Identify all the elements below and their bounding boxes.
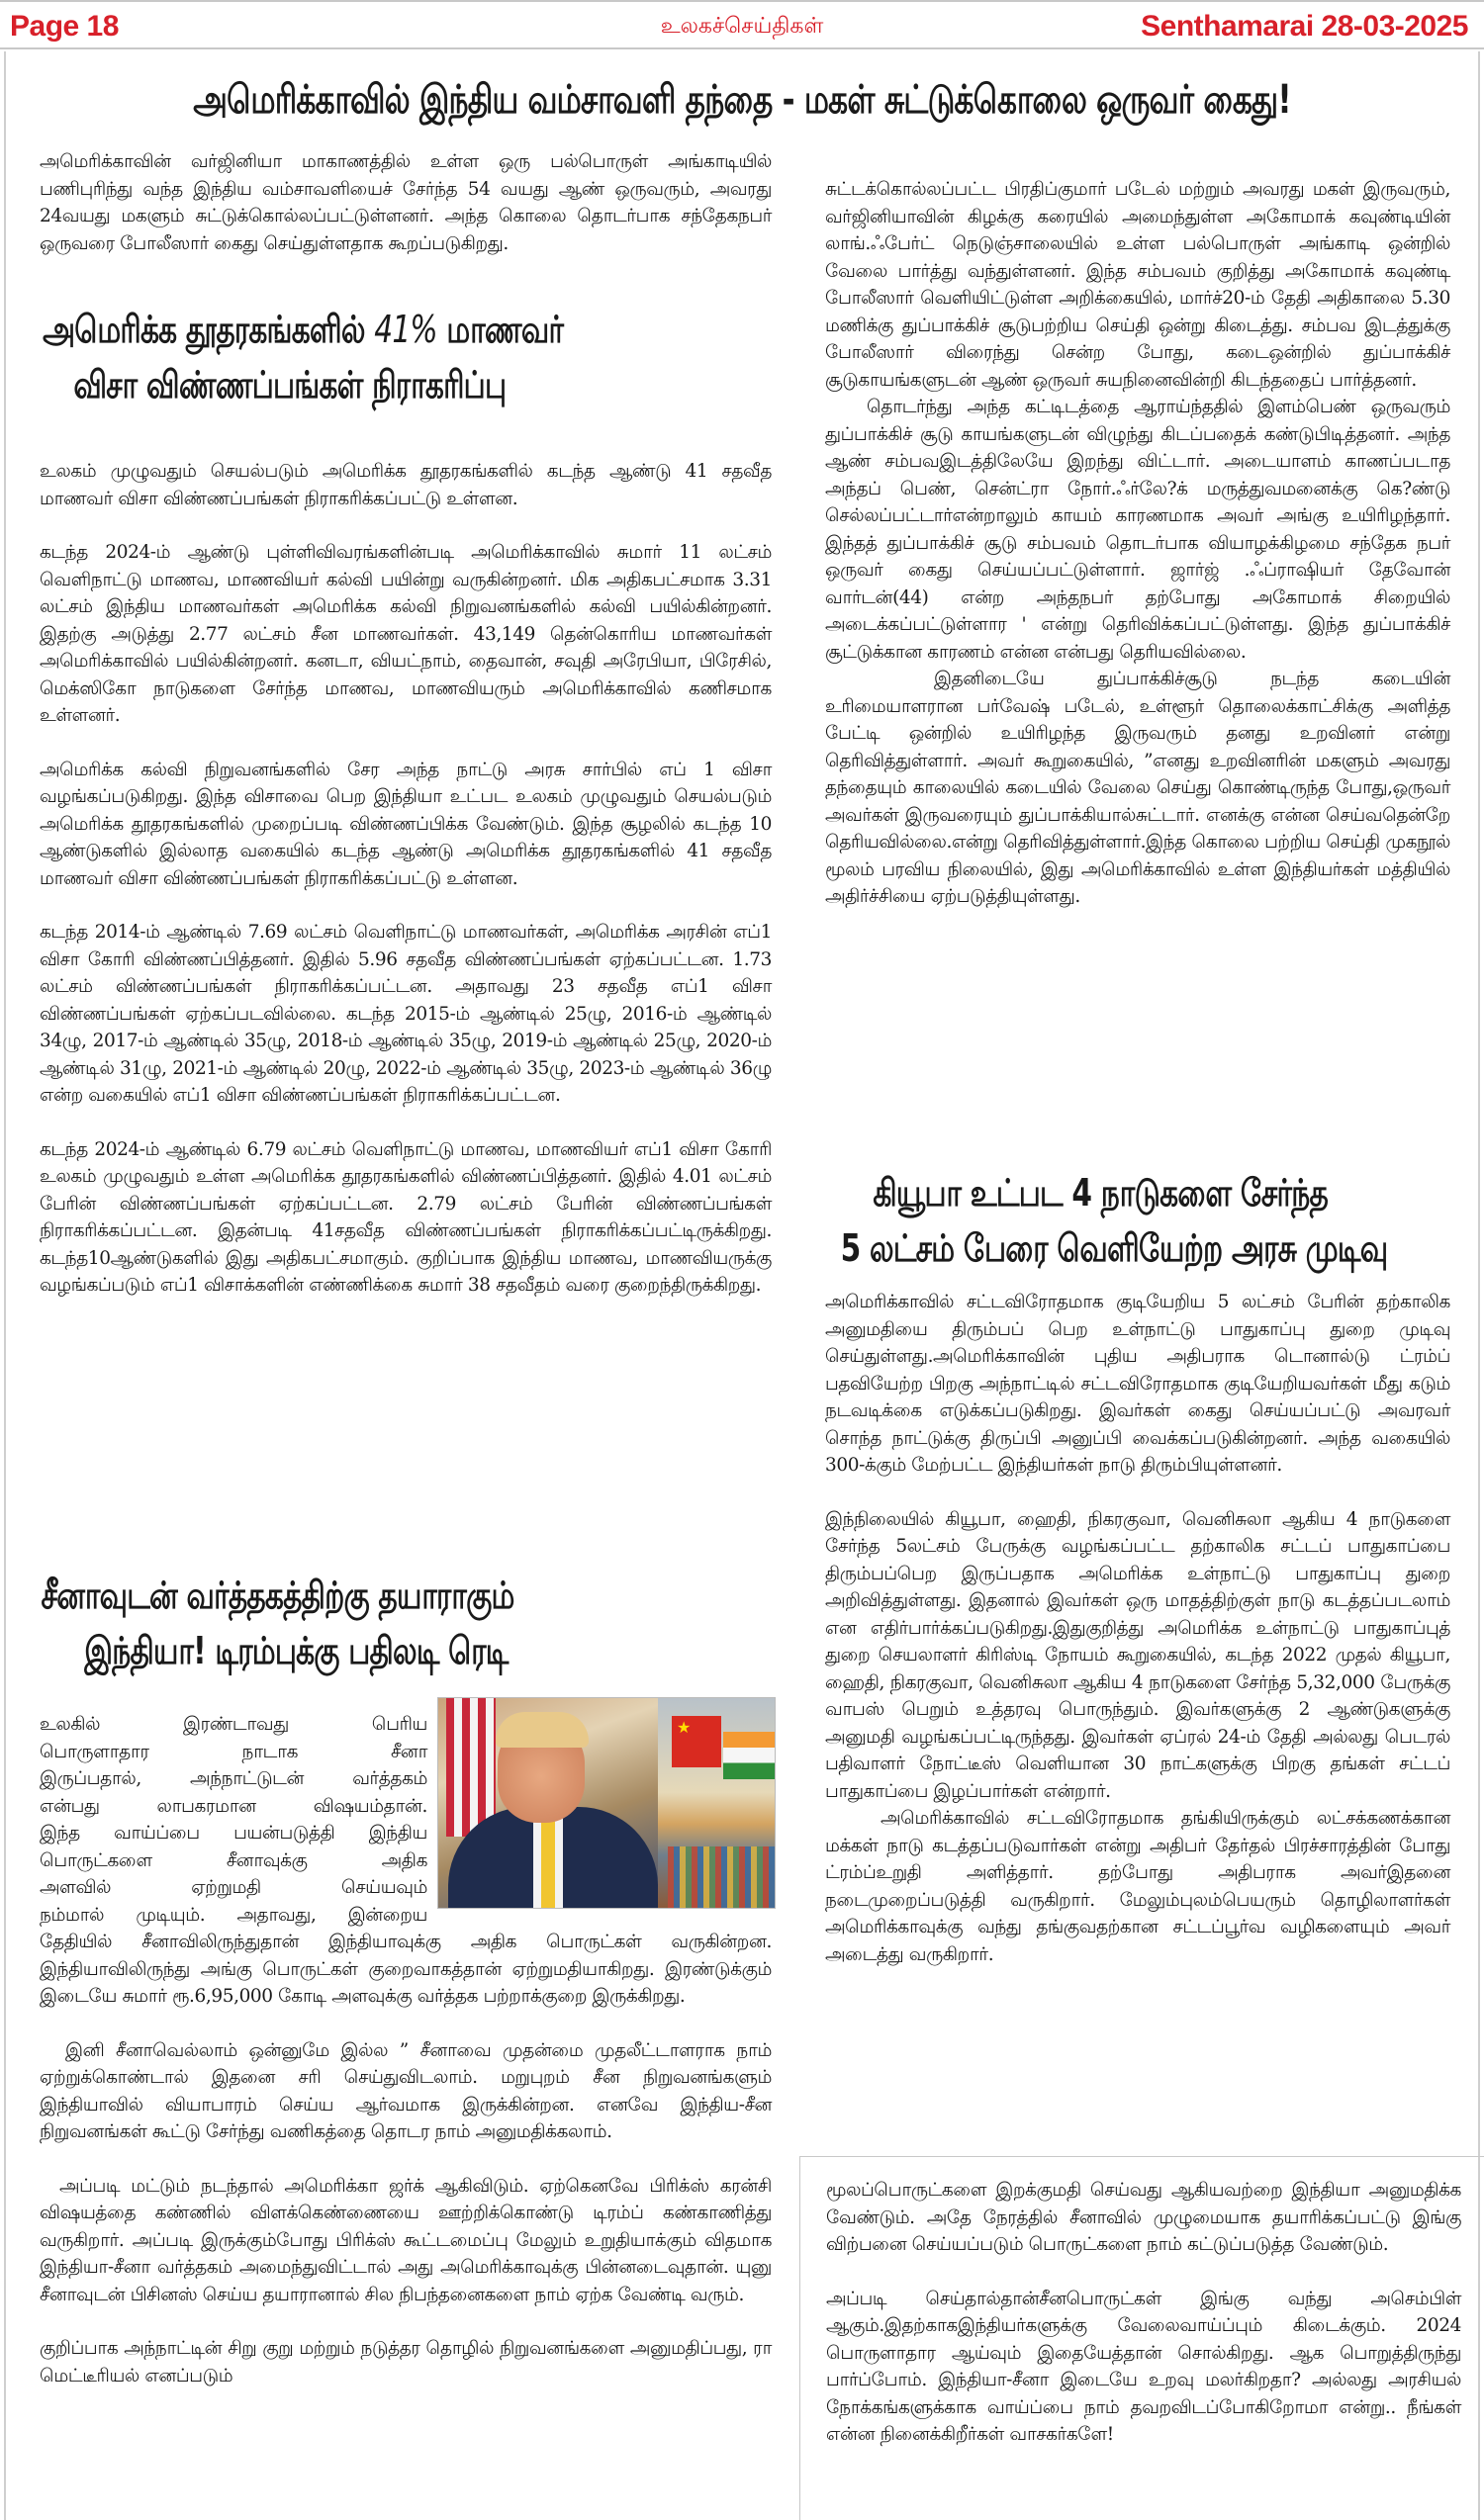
china-headline-line-2: இந்தியா! டிரம்புக்கு பதிலடி ரெடி (84, 1629, 509, 1672)
china-paragraph: குறிப்பாக அந்நாட்டின் சிறு குறு மற்றும் நடுத்தர தொழில் நிறுவனங்களை அனுமதிப்பது, ரா மெட்டீரியல் எனப்படும் (40, 2338, 772, 2386)
visa-paragraph: கடந்த 2024-ம் ஆண்டில் 6.79 லட்சம் வெளிநாட்டு மாணவ, மாணவியர் எப்1 விசா கோரி உலகம் முழுவதும் உள்ள அமெரிக்க தூதரகங்களில் விண்ணப்பித்தனர். இதில் 4.01 லட்சம் பேரின் விண்ணப்பங்கள் ஏற்கப்பட்டன. 2.79 லட்சம் பேரின் விண்ணப்பங்கள் நிராகரிக்கப்பட்டன. இதன்படி 41சதவீத விண்ணப்பங்கள் நிராகரிக்கப்பட்டிருக்கிறது. கடந்த10ஆண்டுகளில் இது அதிகபட்சமாகும். குறிப்பாக இந்திய மாணவ, மாணவியருக்கு வழங்கப்படும் எப்1 விசாக்களின் எண்ணிக்கை சுமார் 38 சதவீதம் வரை குறைந்திருக்கிறது. (40, 1138, 772, 1296)
cuba-headline-line-1: கியூபா உட்பட 4 நாடுகளை சேர்ந்த (873, 1171, 1329, 1215)
china-paragraph: அப்படி மட்டும் நடந்தால் அமெரிக்கா ஜர்க் ஆகிவிடும். ஏற்கெனவே பிரிக்ஸ் கரன்சி விஷயத்தை கண்ணில் விளக்கெண்ணையை ஊற்றிக்கொண்டு டிரம்ப் கண்காணித்து வருகிறார். அப்படி இருக்கும்போது பிரிக்ஸ் கூட்டமைப்பு மேலும் உறுதியாக்கும் விதமாக இந்தியா-சீனா வர்த்தகம் அமைந்துவிட்டால் அது அமெரிக்காவுக்கு பின்னடைவுதான். யுனு சீனாவுடன் பிசினஸ் செய்ய தயாரானால் சில நிபந்தனைகளை நாம் ஏற்க வேண்டி வரும். (40, 2175, 772, 2305)
china-paragraph: இனி சீனாவெல்லாம் ஒன்னுமே இல்ல ” சீனாவை முதன்மை முதலீட்டாளராக நாம் ஏற்றுக்கொண்டால் இதனை சரி செய்துவிடலாம். மறுபுறம் சீன நிறுவனங்களும் இந்தியாவில் வியாபாரம் செய்ய ஆர்வமாக இருக்கின்றன. எனவே இந்திய-சீன நிறுவனங்கள் கூட்டு சேர்ந்து வணிகத்தை தொடர நாம் அனுமதிக்கலாம். (40, 2039, 772, 2142)
china-paragraph: தேதியில் சீனாவிலிருந்துதான் இந்தியாவுக்கு அதிக பொருட்கள் வருகின்றன. இந்தியாவிலிருந்து அங்கு பொருட்கள் குறைவாகத்தான் ஏற்றுமதியாகிறது. இரண்டுக்கும் இடையே சுமார் ரூ.6,95,000 கோடி அளவுக்கு வர்த்தக பற்றாக்குறை இருக்கிறது. (40, 1932, 772, 2007)
main-headline: அமெரிக்காவில் இந்திய வம்சாவளி தந்தை - மகள் சுட்டுக்கொலை ஒருவர் கைது! (193, 77, 1291, 123)
percent-figure: 41% (374, 308, 437, 351)
page-number: Page 18 (10, 10, 119, 43)
wrap-line: இருப்பதால், அந்நாட்டுடன் வர்த்தகம் (40, 1768, 427, 1789)
china-wrap-text (40, 1711, 427, 1929)
visa-paragraph: அமெரிக்க கல்வி நிறுவனங்களில் சேர அந்த நாட்டு அரசு சார்பில் எப் 1 விசா வழங்கப்படுகிறது. இந்த விசாவை பெற இந்தியா உட்பட உலகம் முழுவதும் செயல்படும் அமெரிக்க தூதரகங்களில் முறைப்படி விண்ணப்பிக்க வேண்டும். இந்த சூழலில் கடந்த 10 ஆண்டுகளில் இல்லாத வகையில் கடந்த ஆண்டு அமெரிக்க தூதரகங்களில் 41 சதவீத மாணவர் விசா விண்ணப்பங்கள் நிராகரிக்கப்பட்டு உள்ளன. (40, 759, 772, 889)
masthead (0, 0, 1484, 49)
cuba-paragraph: அமெரிக்காவில் சட்டவிரோதமாக குடியேறிய 5 லட்சம் பேரின் தற்காலிக அனுமதியை திரும்பப் பெற உள்நாட்டு பாதுகாப்பு துறை முடிவு செய்துள்ளது.அமெரிக்காவின் புதிய அதிபராக டொனால்டு ட்ரம்ப் பதவியேற்ற பிறகு அந்நாட்டில் சட்டவிரோதமாக குடியேறியவர்கள் மீது கடும் நடவடிக்கை எடுக்கப்படுகிறது. இவர்கள் கைது செய்யப்பட்டு அவரவர் சொந்த நாட்டுக்கு திருப்பி அனுப்பி வைக்கப்படுகின்றனர். அந்த வகையில் 300-க்கும் மேற்பட்ட இந்தியர்கள் நாடு திரும்பியுள்ளனர். (825, 1292, 1450, 1476)
china-continued-paragraph: அப்படி செய்தால்தான்சீனபொருட்கள் இங்கு வந்து அசெம்பிள் ஆகும்.இதற்காகஇந்தியர்களுக்கு வேலைவாய்ப்பும் கிடைக்கும். 2024 பொருளாதார ஆய்வும் இதையேத்தான் சொல்கிறது. ஆக பொறுத்திருந்து பார்ப்போம். இந்தியா-சீனா இடையே உறவு மலர்கிறதா? அல்லது அரசியல் நோக்கங்களுக்காக வாய்ப்பை நாம் தவறவிடப்போகிறோமா என்று.. நீங்கள் என்ன நினைக்கிறீர்கள் வாசகர்களே! (826, 2288, 1461, 2445)
wrap-line: பொருளாதார நாடாக சீனா (40, 1741, 427, 1762)
section-title: உலகச்செய்திகள் (660, 14, 824, 39)
china-headline (40, 1568, 791, 1678)
story-cuba-body (825, 1289, 1450, 1968)
cuba-paragraph: இந்நிலையில் கியூபா, ஹைதி, நிகரகுவா, வெனிசுலா ஆகிய 4 நாடுகளை சேர்ந்த 5லட்சம் பேருக்கு வழங்கப்பட்ட தற்காலிக சட்டப் பாதுகாப்பை திரும்பப்பெற இருப்பதாக அமெரிக்க உள்நாட்டு பாதுகாப்பு துறை அறிவித்துள்ளது. இதனால் இவர்கள் ஒரு மாதத்திற்குள் நாடு கடத்தப்படலாம் என எதிர்பார்க்கப்படுகிறது.இதுகுறித்து அமெரிக்க உள்நாட்டு பாதுகாப்புத் துறை செயலாளர் கிரிஸ்டி நோயம் கூறுகையில், கடந்த 2022 முதல் கியூபா, ஹைதி, நிகரகுவா, வெனிசுலா ஆகிய 4 நாடுகளை சேர்ந்த 5,32,000 பேருக்கு வாபஸ் பெறும் உத்தரவு பொருந்தும். இவர்களுக்கு 2 ஆண்டுகளுக்கு அனுமதி வழங்கப்பட்டிருந்தது. இவர்கள் ஏப்ரல் 24-ம் தேதி அல்லது பெடரல் பதிவாளர் நோட்டீஸ் வெளியான 30 நாட்களுக்கு பிறகு தங்கள் சட்டப் பாதுகாப்பை இழப்பார்கள் என்றார். (825, 1508, 1450, 1802)
shipping-containers-image (668, 1846, 775, 1908)
wrap-line: நம்மால் முடியும். அதாவது, இன்றைய (40, 1904, 427, 1926)
paper-name-and-date: Senthamarai 28-03-2025 (1141, 10, 1468, 43)
china-story-continued-box (799, 2156, 1484, 2520)
cuba-headline (811, 1165, 1484, 1276)
visa-headline-line-2: விசா விண்ணப்பங்கள் நிராகரிப்பு (73, 363, 507, 406)
visa-paragraph: கடந்த 2014-ம் ஆண்டில் 7.69 லட்சம் வெளிநாட்டு மாணவர்கள், அமெரிக்க அரசின் எப்1 விசா கோரி விண்ணப்பித்தனர். இதில் 5.96 சதவீத விண்ணப்பங்கள் ஏற்கப்பட்டன. 1.73 லட்சம் விண்ணப்பங்கள் நிராகரிக்கப்பட்டன. அதாவது 23 சதவீத எப்1 விசா விண்ணப்பங்கள் ஏற்கப்படவில்லை. கடந்த 2015-ம் ஆண்டில் 25ழு, 2016-ம் ஆண்டில் 34ழு, 2017-ம் ஆண்டில் 35ழு, 2018-ம் ஆண்டில் 35ழு, 2019-ம் ஆண்டில் 25ழு, 2020-ம் ஆண்டில் 31ழு, 2021-ம் ஆண்டில் 20ழு, 2022-ம் ஆண்டில் 35ழு, 2023-ம் ஆண்டில் 36ழு என்ற வகையில் எப்1 விசா விண்ணப்பங்கள் நிராகரிக்கப்பட்டன. (40, 922, 772, 1106)
visa-headline (40, 302, 791, 412)
wrap-line: அளவில் ஏற்றுமதி செய்யவும் (40, 1877, 427, 1898)
visa-paragraph: கடந்த 2024-ம் ஆண்டு புள்ளிவிவரங்களின்படி அமெரிக்காவில் சுமார் 11 லட்சம் வெளிநாட்டு மாணவ, மாணவியர் கல்வி பயின்று வருகின்றனர். மிக அதிகபட்சமாக 3.31 லட்சம் இந்திய மாணவர்கள் அமெரிக்க கல்வி நிறுவனங்களில் கல்வி பயில்கின்றனர். இதற்கு அடுத்து 2.77 லட்சம் சீன மாணவர்கள். 43,149 தென்கொரிய மாணவர்கள் அமெரிக்காவில் பயில்கின்றனர். கனடா, வியட்நாம், தைவான், சவுதி அரேபியா, பிரேசில், மெக்ஸிகோ நாடுகளை சேர்ந்த மாணவ, மாணவியரும் அமெரிக்காவில் கணிசமாக உள்ளனர். (40, 542, 772, 726)
china-continued-paragraph: மூலப்பொருட்களை இறக்குமதி செய்வது ஆகியவற்றை இந்தியா அனுமதிக்க வேண்டும். அதே நேரத்தில் சீனாவில் முழுமையாக தயாரிக்கப்பட்டு இங்கு விற்பனை செய்யப்படும் பொருட்களை நாம் கட்டுப்படுத்த வேண்டும். (826, 2180, 1461, 2255)
shooting-lead-paragraph: அமெரிக்காவின் வர்ஜினியா மாகாணத்தில் உள்ள ஒரு பல்பொருள் அங்காடியில் பணிபுரிந்து வந்த இந்திய வம்சாவளியைச் சேர்ந்த 54 வயது ஆண் ஒருவரும், அவரது 24வயது மகளும் சுட்டுக்கொல்லப்பட்டுள்ளனர். அந்த கொலை தொடர்பாக சந்தேகநபர் ஒருவரை போலீஸார் கைது செய்துள்ளதாக கூறப்படுகிறது. (40, 151, 772, 254)
story-shooting-body (825, 176, 1450, 911)
cuba-paragraph: அமெரிக்காவில் சட்டவிரோதமாக தங்கியிருக்கும் லட்சக்கணக்கான மக்கள் நாடு கடத்தப்படுவார்கள் என்று அதிபர் தேர்தல் பிரச்சாரத்தின் போது ட்ரம்ப்உறுதி அளித்தார். தற்போது அதிபராக அவர்இதனை நடைமுறைப்படுத்தி வருகிறார். மேலும்புலம்பெயரும் தொழிலாளர்கள் அமெரிக்காவுக்கு வந்து தங்குவதற்கான சட்டப்பூர்வ வழிகளையும் அவர் அடைத்து வருகிறார். (825, 1808, 1450, 1965)
wrap-line: உலகில் இரண்டாவது பெரிய (40, 1714, 427, 1735)
wrap-line: என்பது லாபகரமான விஷயம்தான். (40, 1795, 427, 1817)
china-flag-icon (672, 1716, 721, 1767)
visa-paragraph: உலகம் முழுவதும் செயல்படும் அமெரிக்க தூதரகங்களில் கடந்த ஆண்டு 41 சதவீத மாணவர் விசா விண்ணப்பங்கள் நிராகரிக்கப்பட்டு உள்ளன. (40, 461, 772, 509)
shooting-paragraph: சுட்டக்கொல்லப்பட்ட பிரதிப்குமார் படேல் மற்றும் அவரது மகள் இருவரும், வர்ஜினியாவின் கிழக்கு கரையில் அமைந்துள்ள அகோமாக் கவுண்டியின் லாங்.ஃபேர்ட் நெடுஞ்சாலையில் உள்ள பல்பொருள் அங்காடி ஒன்றில் வேலை பார்த்து வந்துள்ளனர். இந்த சம்பவம் குறித்து அகோமாக் கவுண்டி போலீஸார் வெளியிட்டுள்ள அறிக்கையில், மார்ச்20-ம் தேதி அதிகாலை 5.30 மணிக்கு துப்பாக்கிச் சூடுபற்றிய செய்தி ஒன்று கிடைத்து. சம்பவ இடத்துக்கு போலீஸார் விரைந்து சென்ற போது, கடைஒன்றில் துப்பாக்கிச் சூடுகாயங்களுடன் ஆண் ஒருவர் சுயநினைவின்றி கிடந்ததைப் பார்த்தனர். (825, 179, 1450, 391)
visa-headline-line-1: அமெரிக்க தூதரகங்களில் 41% மாணவர் (43, 308, 564, 351)
trump-china-india-photo (437, 1697, 776, 1909)
india-flag-icon (723, 1732, 775, 1779)
wrap-line: பொருட்களை சீனாவுக்கு அதிக (40, 1849, 427, 1871)
china-headline-line-1: சீனாவுடன் வர்த்தகத்திற்கு தயாராகும் (41, 1574, 514, 1617)
wrap-line: இந்த வாய்ப்பை பயன்படுத்தி இந்திய (40, 1823, 427, 1844)
story-visa-body (40, 458, 772, 1300)
cuba-headline-line-2: 5 லட்சம் பேரை வெளியேற்ற அரசு முடிவு (840, 1226, 1388, 1270)
shooting-paragraph: தொடர்ந்து அந்த கட்டிடத்தை ஆராய்ந்ததில் இளம்பெண் ஒருவரும் துப்பாக்கிச் சூடு காயங்களுடன் விழுந்து கிடப்பதைக் கண்டுபிடித்தனர். அந்த ஆண் சம்பவஇடத்திலேயே இறந்து விட்டார். அடையாளம் காணப்படாத அந்தப் பெண், சென்ட்ரா நோர்.ஃர்லே?க் மருத்துவமனைக்கு கெ?ண்டு செல்லப்பட்டார்என்றாலும் காயம் காரணமாக அவர் அங்கு உயிரிழந்தார். இந்தத் துப்பாக்கிச் சூடு சம்பவம் தொடர்பாக வியாழக்கிழமை சந்தேக நபர் ஒருவர் கைது செய்யப்பட்டுள்ளார். ஜார்ஜ் .ஃப்ராஷியர் தேவோன் வார்டன்(44) என்ற அந்தநபர் தற்போது அகோமாக் சிறையில் அடைக்கப்பட்டுள்ளார ' என்று தெரிவிக்கப்பட்டுள்ளது. இந்த துப்பாக்கிச் சூட்டுக்கான காரணம் என்ன என்பது தெரியவில்லை. (825, 397, 1450, 663)
shooting-paragraph: இதனிடையே துப்பாக்கிச்சூடு நடந்த கடையின் உரிமையாளரான பர்வேஷ் படேல், உள்ளூர் தொலைக்காட்சிக்கு அளித்த பேட்டி ஒன்றில் உயிரிழந்த இருவரும் தனது உறவினர் என்று தெரிவித்துள்ளார். அவர் கூறுகையில், ”எனது உறவினரின் மகளும் அவரது தந்தையும் காலையில் கடையில் வேலை செய்து கொண்டிருந்த போது,ஒருவர் அவர்கள் இருவரையும் துப்பாக்கியால்சுட்டார். எனக்கு என்ன செய்வதென்றே தெரியவில்லை.என்று தெரிவித்துள்ளார்.இந்த கொலை பற்றிய செய்தி முகநூல் மூலம் பரவிய நிலையில், இது அமெரிக்காவில் உள்ள இந்தியர்கள் மத்தியில் அதிர்ச்சியை ஏற்படுத்தியுள்ளது. (825, 669, 1450, 907)
story-china-body (40, 1929, 772, 2389)
story-shooting-lead (40, 148, 772, 257)
